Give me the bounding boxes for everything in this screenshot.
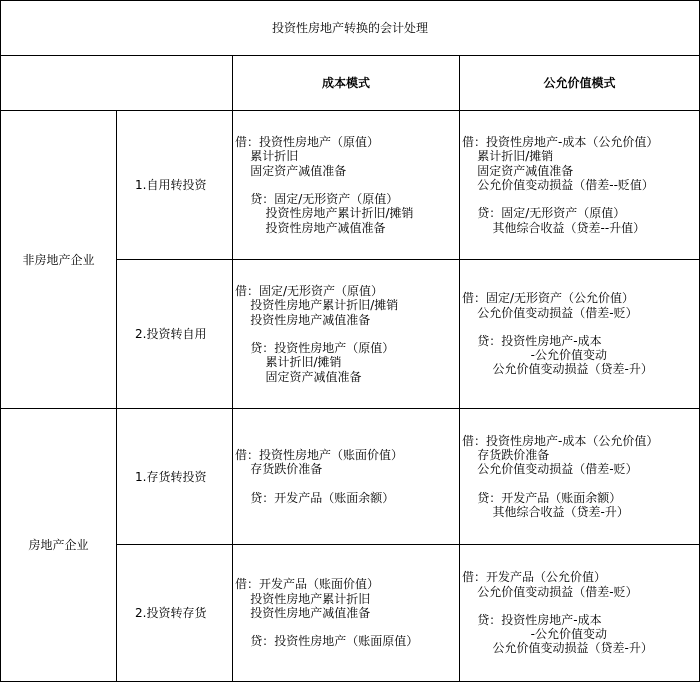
credit-line: 累计折旧/摊销 bbox=[235, 355, 342, 370]
credit-line: 贷：投资性房地产-成本 bbox=[462, 612, 602, 627]
fair-entry-cell bbox=[460, 260, 700, 409]
credit-line: 公允价值变动损益（贷差-升） bbox=[462, 641, 653, 656]
debit-line: 借：开发产品（账面价值） bbox=[235, 577, 380, 592]
journal-entry bbox=[235, 448, 459, 505]
credit-line: -公允价值变动 bbox=[462, 348, 607, 363]
entry-gap bbox=[462, 320, 699, 334]
debit-line: 累计折旧 bbox=[235, 149, 299, 164]
credit-line: 贷：开发产品（账面余额） bbox=[235, 490, 395, 505]
entry-gap bbox=[235, 327, 459, 341]
cost-entry-cell bbox=[233, 409, 460, 545]
journal-entry bbox=[462, 570, 699, 655]
category-real-estate: 房地产企业 bbox=[1, 409, 117, 682]
debit-line: 投资性房地产减值准备 bbox=[235, 312, 371, 327]
row-label: 1.自用转投资 bbox=[117, 111, 233, 260]
fair-entry-cell bbox=[460, 409, 700, 545]
credit-line: 贷：固定/无形资产（原值） bbox=[462, 206, 626, 221]
journal-entry bbox=[462, 291, 699, 376]
fair-entry-cell bbox=[460, 545, 700, 682]
entry-gap bbox=[462, 599, 699, 613]
header-blank-cell bbox=[1, 56, 233, 111]
entry-gap bbox=[462, 192, 699, 206]
credit-line: -公允价值变动 bbox=[462, 627, 607, 642]
entry-gap bbox=[235, 477, 459, 491]
debit-line: 存货跌价准备 bbox=[462, 448, 550, 463]
credit-line: 贷：开发产品（账面余额） bbox=[462, 490, 622, 505]
debit-line: 公允价值变动损益（借差-贬） bbox=[462, 305, 638, 320]
debit-line: 借：投资性房地产（原值） bbox=[235, 135, 380, 150]
journal-entry bbox=[235, 577, 459, 648]
category-non-real-estate: 非房地产企业 bbox=[1, 111, 117, 409]
debit-line: 公允价值变动损益（借差-贬） bbox=[462, 584, 638, 599]
debit-line: 公允价值变动损益（借差-贬） bbox=[462, 462, 638, 477]
row-label: 1.存货转投资 bbox=[117, 409, 233, 545]
credit-line: 贷：投资性房地产（账面原值） bbox=[235, 634, 419, 649]
credit-line: 其他综合收益（贷差-升） bbox=[462, 504, 629, 519]
cost-entry-cell bbox=[233, 545, 460, 682]
credit-line: 投资性房地产减值准备 bbox=[235, 220, 386, 235]
cost-entry-cell bbox=[233, 260, 460, 409]
header-cost-model: 成本模式 bbox=[233, 56, 460, 111]
entry-gap bbox=[462, 477, 699, 491]
credit-line: 投资性房地产累计折旧/摊销 bbox=[235, 206, 414, 221]
debit-line: 公允价值变动损益（借差--贬值） bbox=[462, 178, 654, 192]
debit-line: 存货跌价准备 bbox=[235, 462, 323, 477]
journal-entry bbox=[462, 135, 699, 235]
row-label: 2.投资转自用 bbox=[117, 260, 233, 409]
credit-line: 固定资产减值准备 bbox=[235, 369, 362, 384]
credit-line: 其他综合收益（贷差--升值） bbox=[462, 220, 646, 235]
debit-line: 借：固定/无形资产（原值） bbox=[235, 284, 384, 299]
debit-line: 借：投资性房地产（账面价值） bbox=[235, 448, 404, 463]
table-title: 投资性房地产转换的会计处理 bbox=[1, 1, 700, 56]
credit-line: 贷：固定/无形资产（原值） bbox=[235, 192, 399, 206]
debit-line: 借：固定/无形资产（公允价值） bbox=[462, 291, 635, 306]
header-fair-value-model: 公允价值模式 bbox=[460, 56, 700, 111]
entry-gap bbox=[235, 620, 459, 634]
fair-entry-cell bbox=[460, 111, 700, 260]
debit-line: 固定资产减值准备 bbox=[462, 163, 574, 178]
debit-line: 投资性房地产累计折旧 bbox=[235, 591, 371, 606]
journal-entry bbox=[235, 135, 459, 235]
credit-line: 贷：投资性房地产-成本 bbox=[462, 333, 602, 348]
cost-entry-cell bbox=[233, 111, 460, 260]
debit-line: 累计折旧/摊销 bbox=[462, 149, 554, 164]
debit-line: 固定资产减值准备 bbox=[235, 163, 347, 178]
entry-gap bbox=[235, 178, 459, 192]
debit-line: 借：投资性房地产-成本（公允价值） bbox=[462, 433, 659, 448]
debit-line: 借：开发产品（公允价值） bbox=[462, 570, 607, 585]
credit-line: 贷：投资性房地产（原值） bbox=[235, 341, 395, 355]
debit-line: 投资性房地产减值准备 bbox=[235, 606, 371, 620]
debit-line: 借：投资性房地产-成本（公允价值） bbox=[462, 135, 659, 150]
row-label: 2.投资转存货 bbox=[117, 545, 233, 682]
credit-line: 公允价值变动损益（贷差-升） bbox=[462, 362, 653, 377]
debit-line: 投资性房地产累计折旧/摊销 bbox=[235, 298, 399, 313]
journal-entry bbox=[462, 434, 699, 519]
journal-entry bbox=[235, 284, 459, 384]
